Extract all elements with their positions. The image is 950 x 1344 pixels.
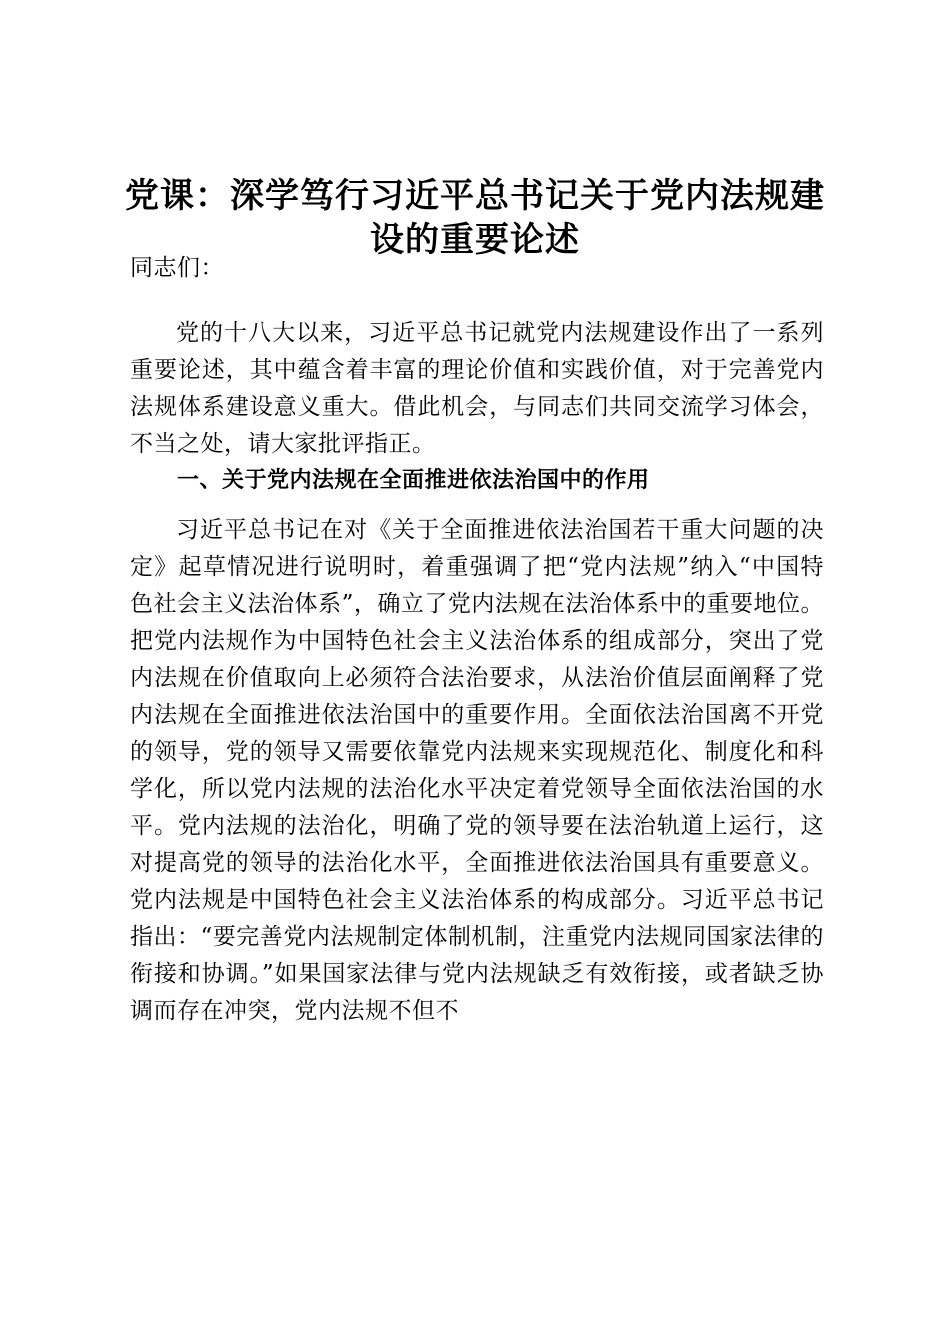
- paragraph-section-1: 习近平总书记在对《关于全面推进依法治国若干重大问题的决定》起草情况进行说明时，着重强调了把“党内法规”纳入“中国特色社会主义法治体系”，确立了党内法规在法治体系中的重要地位。把党内法规作为中国特色社会主义法治体系的组成部分，突出了党内法规在价值取向上必须符合法治要求，从法治价值层面阐释了党内法规在全面推进依法治国中的重要作用。全面依法治国离不开党的领导，党的领导又需要依靠党内法规来实现规范化、制度化和科学化，所以党内法规的法治化水平决定着党领导全面依法治国的水平。党内法规的法治化，明确了党的领导要在法治轨道上运行，这对提高党的领导的法治化水平，全面推进依法治国具有重要意义。党内法规是中国特色社会主义法治体系的构成部分。习近平总书记指出：“要完善党内法规制定体制机制，注重党内法规同国家法律的衔接和协调。”如果国家法律与党内法规缺乏有效衔接，或者缺乏协调而存在冲突，党内法规不但不: [130, 517, 824, 1024]
- paragraph-intro: 党的十八大以来，习近平总书记就党内法规建设作出了一系列重要论述，其中蕴含着丰富的理论价值和实践价值，对于完善党内法规体系建设意义重大。借此机会，与同志们共同交流学习体会，不当之处，请大家批评指正。: [130, 320, 824, 457]
- salutation: 同志们：: [130, 255, 224, 281]
- section-heading-1: 一、关于党内法规在全面推进依法治国中的作用: [177, 468, 650, 493]
- document-title: 党课：深学笃行习近平总书记关于党内法规建设的重要论述: [125, 176, 825, 260]
